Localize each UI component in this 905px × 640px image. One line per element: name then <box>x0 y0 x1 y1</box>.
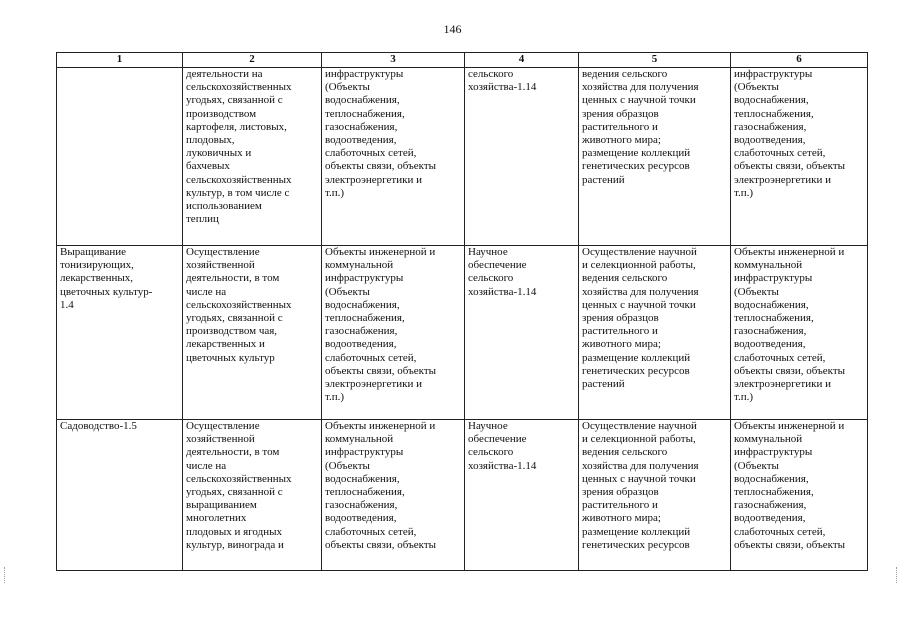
table-cell <box>322 420 465 571</box>
cell-text: сельского хозяйства-1.14 <box>468 68 537 94</box>
column-header-6: 6 <box>731 53 868 68</box>
cell-text: инфраструктуры (Объекты водоснабжения, теплоснабжения, газоснабжения, водоотведения, слаботочных сетей, объекты связи, объекты электроэнергетики и т.п.) <box>734 68 846 199</box>
table-cell <box>183 420 322 571</box>
cell-text: Осуществление хозяйственной деятельности, в том числе на сельскохозяйственных угодьях, связанной с выращиванием многолетних плодовых и ягодных культур, винограда и <box>186 420 292 551</box>
table-cell <box>57 420 183 571</box>
cell-text: Объекты инженерной и коммунальной инфраструктуры (Объекты водоснабжения, теплоснабжения, газоснабжения, водоотведения, слаботочных сетей, объекты связи, объекты электроэнергетики и т.п.) <box>325 246 437 404</box>
land-use-table <box>56 52 868 571</box>
table-cell <box>731 420 868 571</box>
table-cell <box>465 68 579 246</box>
cell-text: Осуществление научной и селекционной работы, ведения сельского хозяйства для получения ценных с научной точки зрения образцов растительного и животного мира; размещение коллекций генетических ресурсов <box>582 420 699 551</box>
cell-text: Выращивание тонизирующих, лекарственных, цветочных культур- 1.4 <box>60 246 153 311</box>
column-header-3: 3 <box>322 53 465 68</box>
table-cell <box>322 68 465 246</box>
cell-text: Научное обеспечение сельского хозяйства-1.14 <box>468 246 537 298</box>
scan-edge-mark-left <box>4 567 8 583</box>
table-cell <box>57 246 183 420</box>
table-cell <box>579 246 731 420</box>
table-row <box>57 246 868 420</box>
cell-text: Научное обеспечение сельского хозяйства-1.14 <box>468 420 537 472</box>
cell-text: инфраструктуры (Объекты водоснабжения, теплоснабжения, газоснабжения, водоотведения, слаботочных сетей, объекты связи, объекты электроэнергетики и т.п.) <box>325 68 437 199</box>
table-cell <box>465 420 579 571</box>
table-cell <box>579 420 731 571</box>
cell-text: Объекты инженерной и коммунальной инфраструктуры (Объекты водоснабжения, теплоснабжения, газоснабжения, водоотведения, слаботочных сетей, объекты связи, объекты электроэнергетики и т.п.) <box>734 246 846 404</box>
table-cell <box>731 68 868 246</box>
cell-text: Объекты инженерной и коммунальной инфраструктуры (Объекты водоснабжения, теплоснабжения, газоснабжения, водоотведения, слаботочных сетей, объекты связи, объекты <box>734 420 846 551</box>
column-header-5: 5 <box>579 53 731 68</box>
column-header-4: 4 <box>465 53 579 68</box>
cell-text: деятельности на сельскохозяйственных угодьях, связанной с производством картофеля, листовых, плодовых, луковичных и бахчевых сельскохозяйственных культур, в том числе с использованием теплиц <box>186 68 292 226</box>
cell-text: Осуществление хозяйственной деятельности, в том числе на сельскохозяйственных угодьях, связанной с производством чая, лекарственных и цветочных культур <box>186 246 292 364</box>
table-cell <box>322 246 465 420</box>
table-header-row <box>57 53 868 68</box>
column-header-2: 2 <box>183 53 322 68</box>
table-cell <box>183 68 322 246</box>
table-cell <box>183 246 322 420</box>
cell-text: ведения сельского хозяйства для получения ценных с научной точки зрения образцов растительного и животного мира; размещение коллекций генетических ресурсов растений <box>582 68 699 186</box>
cell-text: Садоводство-1.5 <box>60 420 137 432</box>
column-header-1: 1 <box>57 53 183 68</box>
page-number: 146 <box>443 22 462 36</box>
table-cell <box>57 68 183 246</box>
cell-text: Объекты инженерной и коммунальной инфраструктуры (Объекты водоснабжения, теплоснабжения, газоснабжения, водоотведения, слаботочных сетей, объекты связи, объекты <box>325 420 437 551</box>
table-cell <box>465 246 579 420</box>
cell-text: Осуществление научной и селекционной работы, ведения сельского хозяйства для получения ценных с научной точки зрения образцов растительного и животного мира; размещение коллекций генетических ресурсов растений <box>582 246 699 391</box>
table-row <box>57 68 868 246</box>
table-cell <box>731 246 868 420</box>
table-cell <box>579 68 731 246</box>
table-row <box>57 420 868 571</box>
scan-edge-mark-right <box>896 567 900 583</box>
